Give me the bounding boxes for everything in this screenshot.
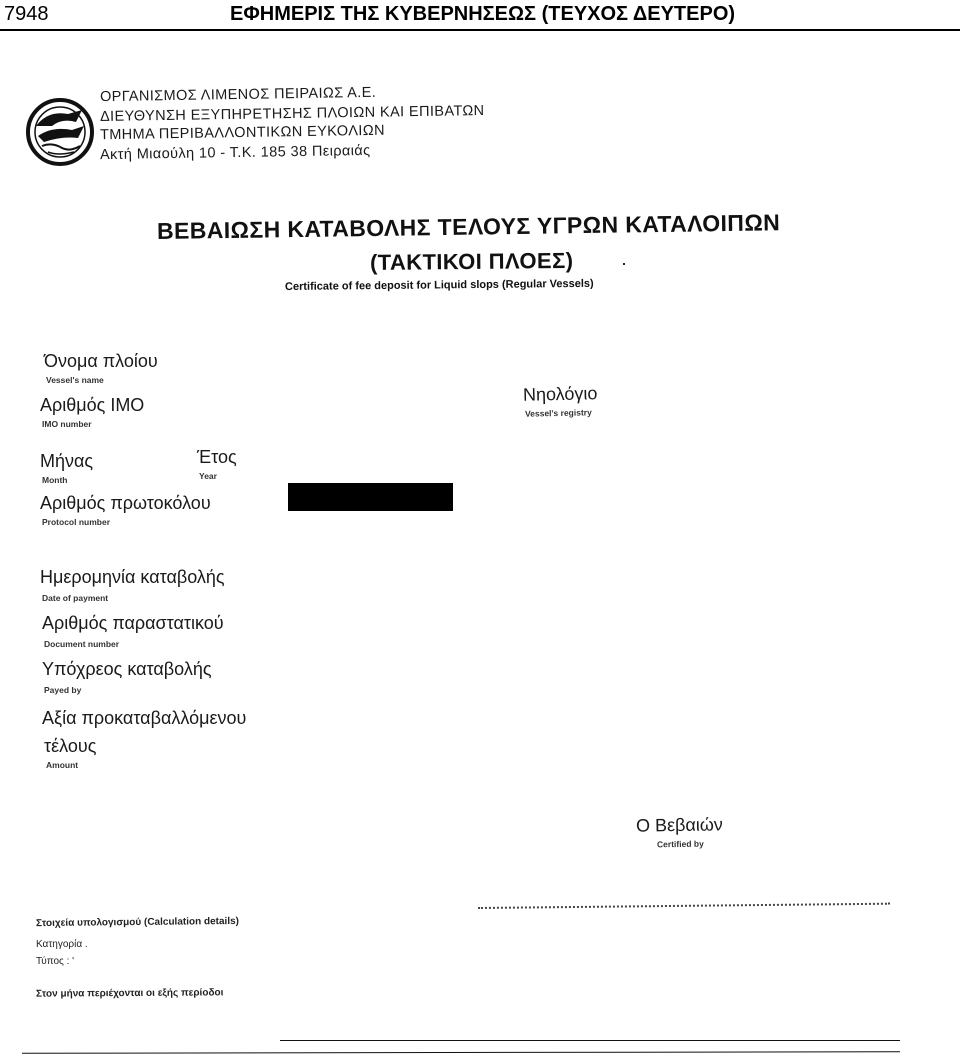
redaction-bar [288, 483, 453, 511]
vessel-name-label: Όνομα πλοίου [44, 351, 158, 371]
calculation-heading: Στοιχεία υπολογισμού (Calculation details) [35, 915, 240, 930]
document-title-qualifier: (ΤΑΚΤΙΚΟΙ ΠΛΟΕΣ) [369, 247, 574, 275]
signature-dotted-line [478, 903, 890, 917]
certifier-label: Ο Βεβαιών [635, 814, 723, 836]
org-name: ΟΡΓΑΝΙΣΜΟΣ ΛΙΜΕΝΟΣ ΠΕΙΡΑΙΩΣ Α.Ε. [99, 84, 377, 106]
certifier-sublabel: Certified by [656, 838, 704, 850]
page-number: 7948 [4, 3, 49, 25]
payer-sublabel: Payed by [44, 685, 82, 695]
port-authority-logo [22, 96, 100, 168]
payment-date-label: Ημερομηνία καταβολής [40, 567, 225, 587]
vessel-name-sublabel: Vessel's name [46, 375, 104, 385]
calculation-type: Τύπος : ' [36, 956, 75, 967]
bottom-rule-upper [280, 1040, 900, 1041]
protocol-sublabel: Protocol number [42, 517, 111, 527]
org-department: ΤΜΗΜΑ ΠΕΡΙΒΑΛΛΟΝΤΙΚΩΝ ΕΥΚΟΛΙΩΝ [99, 122, 386, 144]
protocol-label: Αριθμός πρωτοκόλου [40, 493, 211, 513]
document-number-sublabel: Document number [44, 639, 120, 649]
scan-speck [623, 263, 625, 265]
ship-emblem-icon [22, 96, 100, 168]
registry-sublabel: Vessel's registry [524, 407, 592, 419]
month-sublabel: Month [42, 475, 68, 485]
document-subtitle: Certificate of fee deposit for Liquid slops (Regular Vessels) [284, 277, 594, 293]
org-address: Ακτή Μιαούλη 10 - Τ.Κ. 185 38 Πειραιάς [99, 142, 371, 164]
year-label: Έτος [197, 447, 237, 467]
registry-label: Νηολόγιο [522, 383, 598, 405]
amount-label-continued: τέλους [44, 736, 97, 756]
year-sublabel: Year [199, 471, 217, 481]
document-title: ΒΕΒΑΙΩΣΗ ΚΑΤΑΒΟΛΗΣ ΤΕΛΟΥΣ ΥΓΡΩΝ ΚΑΤΑΛΟΙΠΩΝ [156, 209, 781, 244]
header-rule [0, 29, 960, 31]
bottom-rule-lower [22, 1051, 900, 1054]
month-label: Μήνας [40, 451, 94, 471]
imo-label: Αριθμός ΙΜΟ [40, 395, 145, 415]
amount-label: Αξία προκαταβαλλόμενου [42, 708, 247, 728]
payment-date-sublabel: Date of payment [42, 593, 109, 603]
amount-sublabel: Amount [46, 760, 79, 770]
calculation-category: Κατηγορία . [36, 939, 88, 950]
period-note: Στον μήνα περιέχονται οι εξής περίοδοι [35, 987, 224, 1000]
gazette-title: ΕΦΗΜΕΡΙΣ ΤΗΣ ΚΥΒΕΡΝΗΣΕΩΣ (ΤΕΥΧΟΣ ΔΕΥΤΕΡΟ) [230, 3, 736, 25]
org-directorate: ΔΙΕΥΘΥΝΣΗ ΕΞΥΠΗΡΕΤΗΣΗΣ ΠΛΟΙΩΝ ΚΑΙ ΕΠΙΒΑΤΩΝ [99, 102, 485, 126]
document-number-label: Αριθμός παραστατικού [42, 613, 224, 633]
payer-label: Υπόχρεος καταβολής [42, 659, 212, 679]
imo-sublabel: IMO number [42, 419, 92, 429]
